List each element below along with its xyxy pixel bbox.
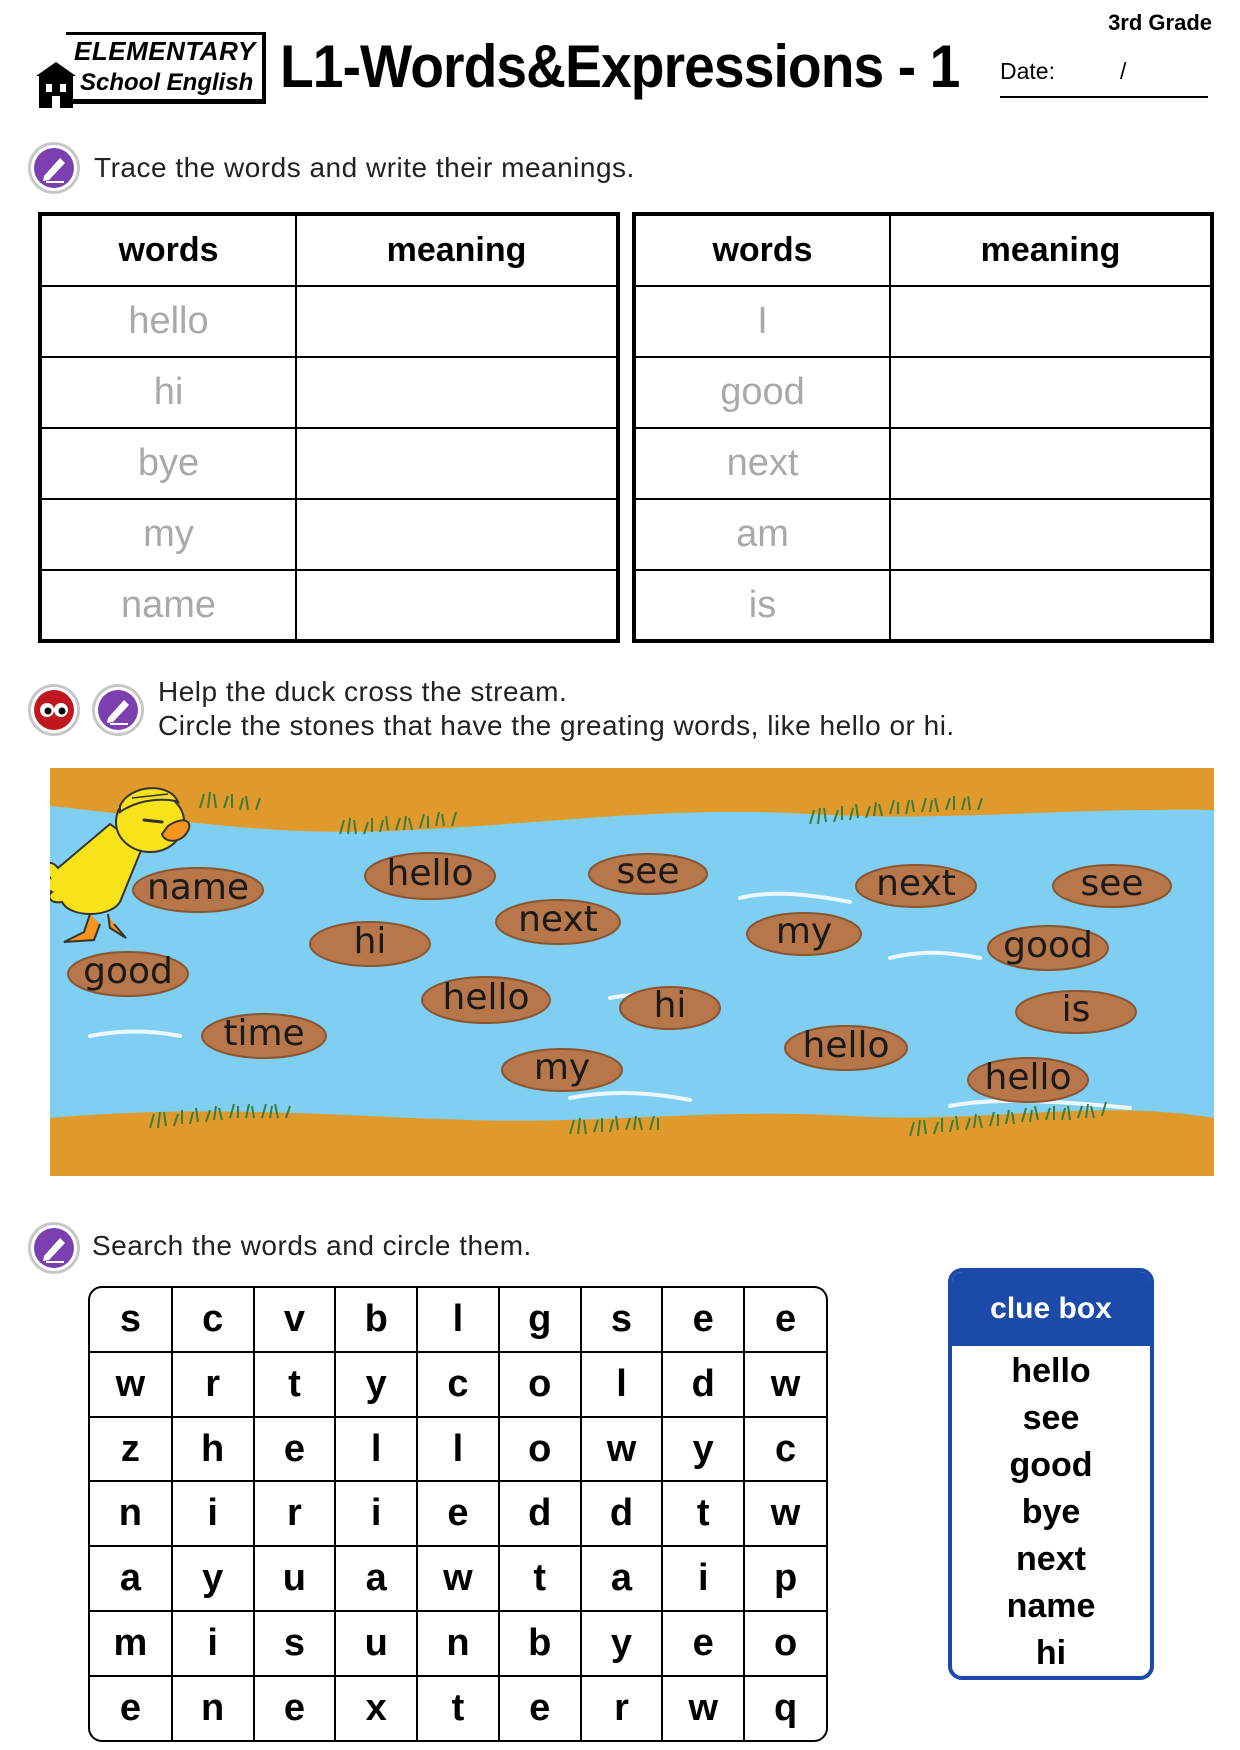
meaning-blank[interactable] [296, 499, 618, 570]
stone-word[interactable]: name [146, 867, 250, 908]
grid-letter[interactable]: r [581, 1676, 663, 1740]
grid-letter[interactable]: p [744, 1546, 826, 1611]
stone-word[interactable]: good [83, 951, 173, 992]
logo-text-school-english: School English [80, 69, 254, 96]
grid-letter[interactable]: e [254, 1417, 336, 1482]
grid-letter[interactable]: x [335, 1676, 417, 1740]
grid-letter[interactable]: y [581, 1611, 663, 1676]
word-search-grid [88, 1286, 828, 1742]
grid-letter[interactable]: s [90, 1288, 172, 1352]
meaning-blank[interactable] [296, 570, 618, 641]
stone-word[interactable]: next [876, 863, 956, 904]
grid-letter[interactable]: b [499, 1611, 581, 1676]
grid-letter[interactable]: g [499, 1288, 581, 1352]
grid-letter[interactable]: m [90, 1611, 172, 1676]
instruction-duck-line1: Help the duck cross the stream. [158, 676, 568, 707]
meaning-blank[interactable] [890, 570, 1212, 641]
grid-letter[interactable]: o [499, 1417, 581, 1482]
stone-word[interactable]: hello [442, 977, 530, 1018]
grid-letter[interactable]: e [417, 1481, 499, 1546]
trace-word: am [634, 499, 890, 570]
stone-word[interactable]: is [1061, 989, 1091, 1030]
pencil-icon [28, 142, 80, 194]
stream-scene [50, 768, 1214, 1176]
grid-letter[interactable]: e [499, 1676, 581, 1740]
grid-letter[interactable]: w [662, 1676, 744, 1740]
grid-letter[interactable]: w [90, 1352, 172, 1417]
instruction-duck-line2: Circle the stones that have the greating words, like hello or hi. [158, 710, 955, 741]
grid-letter[interactable]: v [254, 1288, 336, 1352]
meaning-blank[interactable] [890, 499, 1212, 570]
grid-letter[interactable]: w [744, 1352, 826, 1417]
grid-letter[interactable]: e [744, 1288, 826, 1352]
clue-word: name [1006, 1587, 1096, 1625]
logo-text-elementary: ELEMENTARY [74, 36, 256, 66]
grid-letter[interactable]: h [172, 1417, 254, 1482]
stone-word[interactable]: hello [802, 1025, 890, 1066]
grid-letter[interactable]: a [90, 1546, 172, 1611]
stone-word[interactable]: hello [386, 853, 474, 894]
trace-word: my [40, 499, 296, 570]
stones-layer [50, 768, 1214, 1176]
pencil-icon [92, 684, 144, 736]
date-separator: / [1120, 58, 1127, 84]
pencil-icon [28, 1222, 80, 1274]
column-header-words: words [634, 214, 890, 286]
date-field[interactable] [1000, 58, 1208, 98]
column-header-meaning: meaning [296, 214, 618, 286]
grid-letter[interactable]: d [499, 1481, 581, 1546]
grid-letter[interactable]: t [499, 1546, 581, 1611]
clue-box-title: clue box [952, 1272, 1150, 1346]
grid-letter[interactable]: w [581, 1417, 663, 1482]
grid-letter[interactable]: s [254, 1611, 336, 1676]
trace-word: bye [40, 428, 296, 499]
grade-label: 3rd Grade [1108, 10, 1212, 35]
grid-letter[interactable]: i [662, 1546, 744, 1611]
clue-word: bye [1021, 1493, 1081, 1531]
grid-letter[interactable]: w [744, 1481, 826, 1546]
grid-letter[interactable]: y [172, 1546, 254, 1611]
eyes-icon [28, 684, 80, 736]
grid-letter[interactable]: y [335, 1352, 417, 1417]
meaning-blank[interactable] [890, 357, 1212, 428]
grid-letter[interactable]: a [335, 1546, 417, 1611]
clue-word: see [1022, 1399, 1080, 1437]
grid-letter[interactable]: d [581, 1481, 663, 1546]
column-header-words: words [40, 214, 296, 286]
date-label: Date: [1000, 58, 1055, 84]
grid-letter[interactable]: b [335, 1288, 417, 1352]
stone-word[interactable]: time [223, 1013, 305, 1054]
grid-letter[interactable]: n [90, 1481, 172, 1546]
grid-letter[interactable]: t [417, 1676, 499, 1740]
grid-letter[interactable]: i [172, 1611, 254, 1676]
clue-box [948, 1268, 1154, 1680]
grid-letter[interactable]: l [417, 1288, 499, 1352]
grid-letter[interactable]: e [662, 1611, 744, 1676]
trace-word: is [634, 570, 890, 641]
instruction-trace: Trace the words and write their meanings. [94, 152, 635, 183]
grid-letter[interactable]: l [335, 1417, 417, 1482]
trace-word: name [40, 570, 296, 641]
grid-letter[interactable]: e [254, 1676, 336, 1740]
grid-letter[interactable]: n [172, 1676, 254, 1740]
meaning-blank[interactable] [296, 357, 618, 428]
grid-letter[interactable]: o [744, 1611, 826, 1676]
instruction-word-search: Search the words and circle them. [92, 1230, 532, 1261]
grid-letter[interactable]: a [581, 1546, 663, 1611]
grid-letter[interactable]: l [581, 1352, 663, 1417]
stone-word[interactable]: my [533, 1047, 591, 1088]
meaning-blank[interactable] [890, 428, 1212, 499]
grid-letter[interactable]: d [662, 1352, 744, 1417]
clue-word: hi [1035, 1634, 1067, 1672]
trace-word: hello [40, 286, 296, 357]
grid-letter[interactable]: w [417, 1546, 499, 1611]
grid-letter[interactable]: c [744, 1417, 826, 1482]
trace-word: I [634, 286, 890, 357]
trace-word: good [634, 357, 890, 428]
stone-word[interactable]: hello [984, 1057, 1072, 1098]
grid-letter[interactable]: u [254, 1546, 336, 1611]
grid-letter[interactable]: i [335, 1481, 417, 1546]
stone-word[interactable]: next [518, 899, 598, 940]
grid-letter[interactable]: n [417, 1611, 499, 1676]
grid-letter[interactable]: r [254, 1481, 336, 1546]
meaning-blank[interactable] [296, 428, 618, 499]
grid-letter[interactable]: c [417, 1352, 499, 1417]
clue-word: next [1016, 1540, 1086, 1578]
grid-letter[interactable]: t [254, 1352, 336, 1417]
meaning-blank[interactable] [296, 286, 618, 357]
stone-word[interactable]: good [1003, 925, 1093, 966]
meaning-blank[interactable] [890, 286, 1212, 357]
trace-word: next [634, 428, 890, 499]
stone-word[interactable]: see [616, 851, 680, 892]
grid-letter[interactable]: c [172, 1288, 254, 1352]
page-title: L1-Words&Expressions - 1 [280, 33, 960, 100]
clue-word: hello [1011, 1352, 1091, 1390]
grid-letter[interactable]: l [417, 1417, 499, 1482]
grid-letter[interactable]: s [581, 1288, 663, 1352]
grid-letter[interactable]: t [662, 1481, 744, 1546]
grid-letter[interactable]: r [172, 1352, 254, 1417]
vocab-table-left [38, 212, 620, 643]
grid-letter[interactable]: y [662, 1417, 744, 1482]
stone-word[interactable]: hi [353, 921, 387, 962]
stone-word[interactable]: hi [653, 985, 687, 1026]
clue-word: good [1009, 1446, 1093, 1484]
grid-letter[interactable]: o [499, 1352, 581, 1417]
grid-letter[interactable]: q [744, 1676, 826, 1740]
column-header-meaning: meaning [890, 214, 1212, 286]
trace-word: hi [40, 357, 296, 428]
grid-letter[interactable]: e [90, 1676, 172, 1740]
grid-letter[interactable]: z [90, 1417, 172, 1482]
stone-word[interactable]: my [775, 911, 833, 952]
vocab-table-right [632, 212, 1214, 643]
grid-letter[interactable]: i [172, 1481, 254, 1546]
grid-letter[interactable]: e [662, 1288, 744, 1352]
grid-letter[interactable]: u [335, 1611, 417, 1676]
school-logo [36, 32, 268, 108]
stone-word[interactable]: see [1080, 863, 1144, 904]
